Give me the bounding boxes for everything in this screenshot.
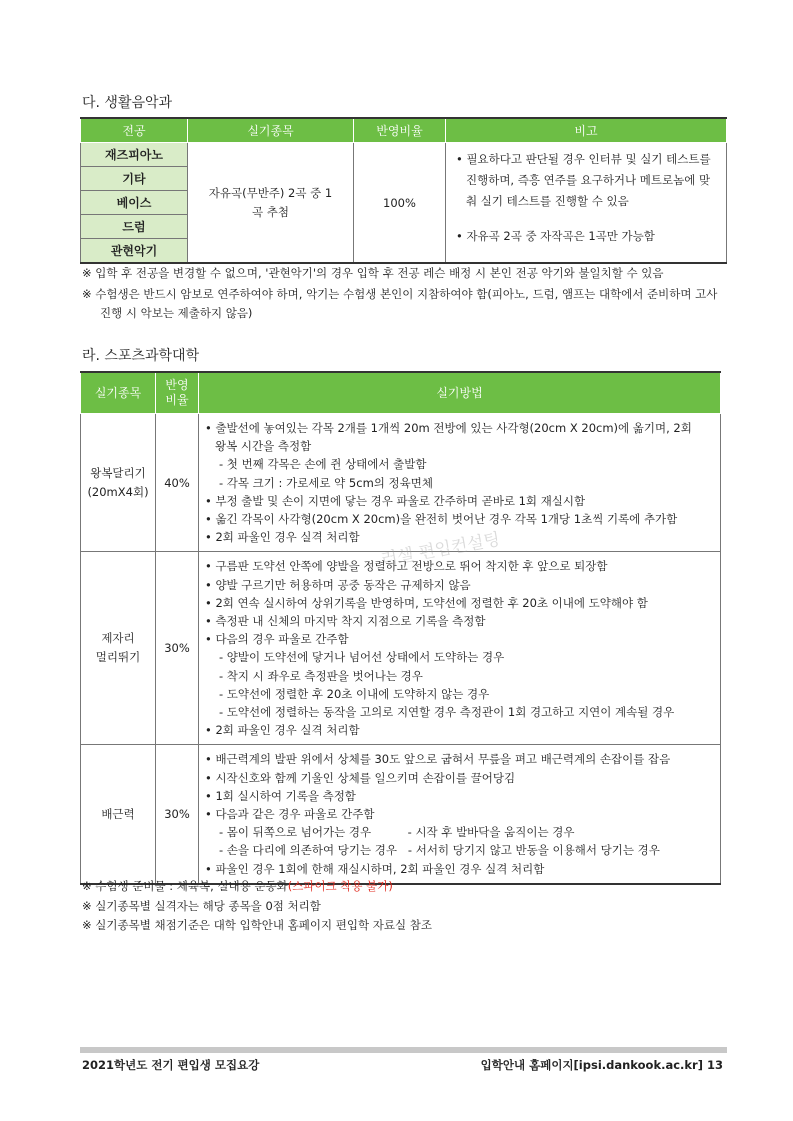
method-line: • 2회 파울인 경우 실격 처리함 [205, 530, 360, 545]
major-cell: 기타 [81, 167, 188, 191]
col-header-item: 실기종목 [81, 372, 156, 414]
music-table [80, 117, 727, 264]
sports-note-2: ※ 실기종목별 실격자는 해당 종목을 0점 처리함 [82, 899, 321, 913]
col-header-major: 전공 [81, 118, 188, 143]
sports-note-1-text: ※ 수험생 준비물 : 체육복, 실내용 운동화 [82, 879, 288, 893]
major-cell: 재즈피아노 [81, 143, 188, 167]
event-method [199, 552, 721, 745]
section-da-heading: 다. 생활음악과 [82, 95, 173, 111]
footer-right: 입학안내 홈페이지[ipsi.dankook.ac.kr] 13 [480, 1058, 723, 1072]
method-line: - 손을 다리에 의존하여 당기는 경우 - 서서히 당기지 않고 반동을 이용해서 당기는 경우 [219, 843, 660, 858]
footer-left: 2021학년도 전기 편입생 모집요강 [82, 1058, 260, 1072]
method-line: 왕복 시간을 측정함 [215, 439, 312, 454]
method-line: • 다음의 경우 파울로 간주함 [205, 632, 349, 647]
col-header-ratio: 반영비율 [354, 118, 446, 143]
watermark: 러셀 편입컨설팅 [379, 529, 502, 571]
method-line: • 다음과 같은 경우 파울로 간주함 [205, 807, 375, 822]
footer-bar [80, 1047, 727, 1053]
event-ratio: 30% [156, 745, 199, 884]
method-line: • 옮긴 각목이 사각형(20cm X 20cm)을 완전히 벗어난 경우 각목 1개당 1초씩 기록에 추가함 [205, 512, 678, 527]
col-header-method: 실기방법 [199, 372, 721, 414]
method-line: • 부정 출발 및 손이 지면에 닿는 경우 파울로 간주하며 곧바로 1회 재실시함 [205, 493, 586, 508]
item-cell: 자유곡(무반주) 2곡 중 1곡 추첨 [188, 143, 354, 264]
event-name: 제자리 멀리뛰기 [81, 552, 156, 745]
method-line: • 배근력계의 발판 위에서 상체를 30도 앞으로 굽혀서 무릎을 펴고 배근력계의 손잡이를 잡음 [205, 752, 671, 767]
sports-note-1-warning: (스파이크 착용 불가) [287, 879, 393, 893]
method-line: • 2회 파울인 경우 실격 처리함 [205, 723, 360, 738]
major-cell: 드럼 [81, 215, 188, 239]
method-line: - 착지 시 좌우로 측정판을 벗어나는 경우 [219, 668, 423, 683]
sports-note-1 [82, 876, 393, 896]
method-line: • 파울인 경우 1회에 한해 재실시하며, 2회 파울인 경우 실격 처리함 [205, 861, 545, 876]
method-line: - 몸이 뒤쪽으로 넘어가는 경우 - 시작 후 발바닥을 움직이는 경우 [219, 825, 575, 840]
music-note-3: 진행 시 악보는 제출하지 않음) [100, 306, 253, 320]
method-line: - 도약선에 정렬하는 동작을 고의로 지연할 경우 측정관이 1회 경고하고 지연이 계속될 경우 [219, 705, 675, 720]
method-line: • 양발 구르기만 허용하며 공중 동작은 규제하지 않음 [205, 577, 471, 592]
method-line: • 2회 연속 실시하여 상위기록을 반영하며, 도약선에 정렬한 후 20초 이내에 도약해야 함 [205, 595, 648, 610]
remark-2: • 자유곡 2곡 중 자작곡은 1곡만 가능함 [456, 229, 655, 243]
section-ra-heading: 라. 스포츠과학대학 [82, 348, 200, 364]
method-line: - 첫 번째 각목은 손에 쥔 상태에서 출발함 [219, 457, 427, 472]
major-cell: 베이스 [81, 191, 188, 215]
event-name: 왕복달리기 (20mX4회) [81, 414, 156, 552]
sports-note-3: ※ 실기종목별 채점기준은 대학 입학안내 홈페이지 편입학 자료실 참조 [82, 918, 432, 932]
ratio-cell: 100% [354, 143, 446, 264]
method-line: • 시작신호와 함께 기울인 상체를 일으키며 손잡이를 끌어당김 [205, 770, 516, 785]
col-header-item: 실기종목 [188, 118, 354, 143]
event-method [199, 745, 721, 884]
major-cell: 관현악기 [81, 239, 188, 264]
col-header-remark: 비고 [446, 118, 727, 143]
remark-cell [446, 143, 727, 264]
event-ratio: 30% [156, 552, 199, 745]
method-line: • 구름판 도약선 안쪽에 양발을 정렬하고 전방으로 뛰어 착지한 후 앞으로 퇴장함 [205, 559, 608, 574]
method-line: - 양발이 도약선에 닿거나 넘어선 상태에서 도약하는 경우 [219, 650, 505, 665]
method-line: - 각목 크기 : 가로세로 약 5cm의 정육면체 [219, 475, 433, 490]
event-name: 배근력 [81, 745, 156, 884]
music-note-1: ※ 입학 후 전공을 변경할 수 없으며, '관현악기'의 경우 입학 후 전공 레슨 배정 시 본인 전공 악기와 불일치할 수 있음 [82, 266, 664, 280]
col-header-ratio: 반영 비율 [156, 372, 199, 414]
event-ratio: 40% [156, 414, 199, 552]
remark-1: • 필요하다고 판단될 경우 인터뷰 및 실기 테스트를 진행하며, 즉흥 연주를 요구하거나 메트로놈에 맞춰 실기 테스트를 진행할 수 있음 [456, 152, 711, 208]
method-line: - 도약선에 정렬한 후 20초 이내에 도약하지 않는 경우 [219, 686, 490, 701]
sports-table [80, 371, 721, 885]
method-line: • 1회 실시하여 기록을 측정함 [205, 788, 356, 803]
music-note-2: ※ 수험생은 반드시 암보로 연주하여야 하며, 악기는 수험생 본인이 지참하여야 함(피아노, 드럼, 앰프는 대학에서 준비하며 고사 [82, 287, 718, 301]
method-line: • 출발선에 놓여있는 각목 2개를 1개씩 20m 전방에 있는 사각형(20cm X 20cm)에 옮기며, 2회 [205, 421, 692, 435]
method-line: • 측정판 내 신체의 마지막 착지 지점으로 기록을 측정함 [205, 614, 486, 629]
